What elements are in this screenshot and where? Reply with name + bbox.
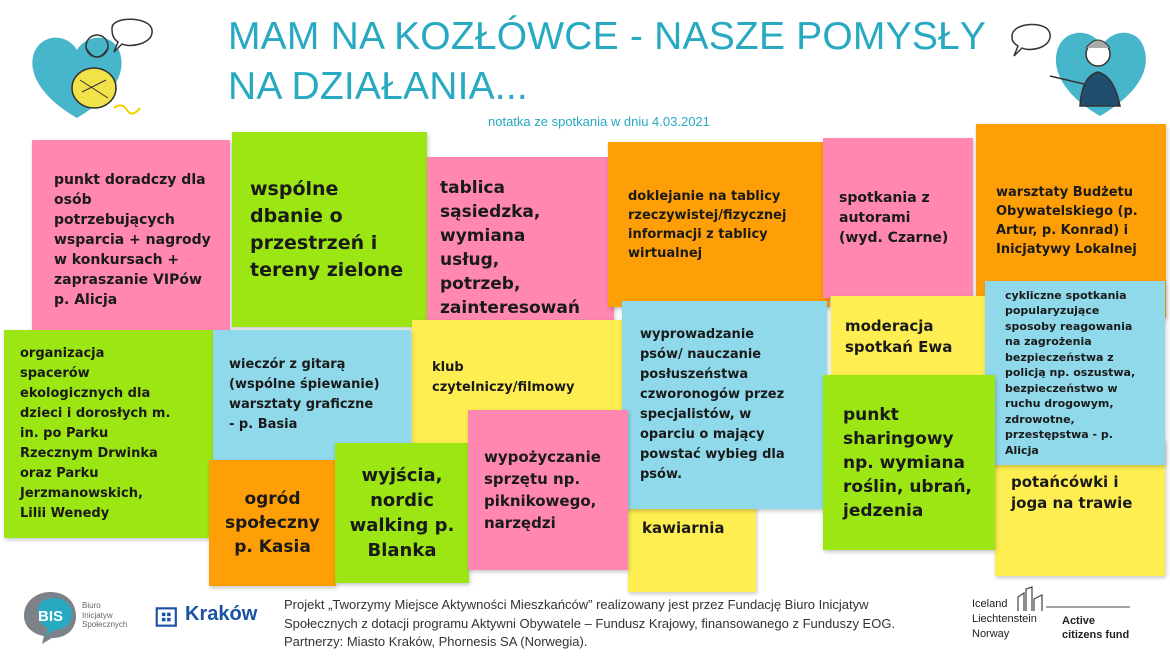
note-line: roślin, ubrań, bbox=[843, 476, 973, 497]
eea-countries bbox=[972, 597, 1037, 642]
note-line: p. Kasia bbox=[234, 537, 311, 557]
note-line: moderacja bbox=[845, 317, 934, 335]
eea-country: Norway bbox=[972, 628, 1010, 640]
note-line: wypożyczanie bbox=[484, 448, 601, 466]
note-line: sposoby reagowania bbox=[1005, 319, 1133, 333]
note-line: nordic bbox=[370, 490, 434, 511]
title-line-1: MAM NA KOZŁÓWCE - NASZE POMYSŁY bbox=[228, 15, 987, 58]
krakow-logo-mark bbox=[155, 604, 181, 630]
woman-with-speech-bubble-illustration bbox=[1010, 14, 1160, 124]
project-info bbox=[284, 596, 974, 652]
note-tablica-sasiedzka bbox=[427, 157, 614, 339]
note-line: czworonogów przez bbox=[640, 387, 785, 402]
note-line: Artur, p. Konrad) i bbox=[996, 223, 1129, 238]
note-line: psów. bbox=[640, 467, 683, 482]
note-line: p. Alicja bbox=[54, 292, 118, 308]
note-line: powstać wybieg dla bbox=[640, 447, 785, 462]
eea-country: Iceland bbox=[972, 598, 1008, 610]
note-wypozyczanie-sprzetu bbox=[468, 410, 628, 570]
note-line: - p. Basia bbox=[229, 417, 298, 432]
note-line: bezpieczeństwa z bbox=[1005, 350, 1114, 364]
note-line: zainteresowań bbox=[440, 298, 580, 318]
note-line: doklejanie na tablicy bbox=[628, 188, 781, 204]
note-line: potrzebujących bbox=[54, 212, 175, 228]
brand-line: Active bbox=[1062, 615, 1096, 627]
note-line: zdrowotne, bbox=[1005, 412, 1075, 426]
bis-line: Inicjatyw bbox=[82, 610, 113, 620]
note-line: Alicja bbox=[1005, 443, 1039, 457]
bis-line: Społecznych bbox=[82, 620, 128, 629]
note-line: wyprowadzanie bbox=[640, 327, 755, 342]
note-line: dbanie o bbox=[250, 204, 343, 227]
note-wieczor-z-gitara bbox=[213, 330, 411, 460]
note-cykliczne-spotkania bbox=[985, 281, 1165, 465]
note-line: wirtualnej bbox=[628, 245, 703, 261]
note-moderacja-spotkan bbox=[831, 296, 987, 378]
note-line: warsztaty Budżetu bbox=[996, 185, 1134, 200]
note-line: punkt doradczy dla bbox=[54, 172, 206, 188]
note-line: sharingowy bbox=[843, 428, 954, 449]
note-line: Rzecznym Drwinka bbox=[20, 446, 158, 461]
note-line: policją np. oszustwa, bbox=[1005, 366, 1136, 380]
note-line: Jerzmanowskich, bbox=[20, 486, 143, 501]
note-line: jedzenia bbox=[843, 500, 924, 521]
note-line: przestrzeń i bbox=[250, 231, 378, 254]
note-spotkania-z-autorami bbox=[823, 138, 973, 298]
brand-line: citizens fund bbox=[1062, 629, 1130, 641]
note-line: sąsiedzka, bbox=[440, 202, 541, 222]
krakow-logo-text: Kraków bbox=[185, 603, 258, 625]
note-line: popularyzujące bbox=[1005, 304, 1100, 318]
note-wspolne-dbanie bbox=[232, 132, 427, 327]
note-line: tereny zielone bbox=[250, 258, 404, 281]
note-line: usług, bbox=[440, 250, 500, 270]
note-line: punkt bbox=[843, 404, 899, 425]
note-line: autorami bbox=[839, 210, 911, 226]
note-line: dzieci i dorosłych m. bbox=[20, 406, 171, 421]
note-line: w konkursach + bbox=[54, 252, 180, 268]
note-line: rzeczywistej/fizycznej bbox=[628, 207, 787, 223]
note-wyprowadzanie-psow bbox=[622, 301, 827, 509]
note-line: kawiarnia bbox=[642, 519, 725, 537]
note-line: joga na trawie bbox=[1011, 494, 1133, 512]
note-line: zapraszanie VIPów bbox=[54, 272, 202, 288]
note-line: walking p. bbox=[349, 515, 455, 536]
note-line: Obywatelskiego (p. bbox=[996, 204, 1138, 219]
note-line: specjalistów, w bbox=[640, 407, 752, 422]
note-punkt-doradczy bbox=[32, 140, 230, 340]
note-line: posłuszeństwa bbox=[640, 367, 749, 382]
note-line: ogród bbox=[244, 489, 301, 509]
note-line: Lilii Wenedy bbox=[20, 506, 110, 521]
note-line: organizacja bbox=[20, 346, 105, 361]
note-line: społeczny bbox=[225, 513, 320, 533]
note-line: bezpieczeństwo w bbox=[1005, 381, 1118, 395]
note-line: spotkań Ewa bbox=[845, 338, 953, 356]
note-line: czytelniczy/filmowy bbox=[432, 380, 575, 395]
project-info-line: Społecznych z dotacji programu Aktywni Obywatele – Fundusz Krajowy, finansowanego z Funduszy EOG. bbox=[284, 615, 896, 631]
note-line: spotkania z bbox=[839, 190, 930, 206]
note-line: ekologicznych dla bbox=[20, 386, 151, 401]
page-title bbox=[228, 12, 988, 112]
man-with-speech-bubble-illustration bbox=[22, 18, 172, 128]
note-line: przestępstwa - p. bbox=[1005, 428, 1113, 442]
note-line: na zagrożenia bbox=[1005, 335, 1092, 349]
note-ogrod-spoleczny bbox=[209, 460, 336, 586]
note-line: warsztaty graficzne bbox=[229, 397, 374, 412]
active-citizens-fund bbox=[1062, 614, 1129, 642]
note-line: in. po Parku bbox=[20, 426, 109, 441]
note-organizacja-spacerow bbox=[4, 330, 214, 538]
meeting-subtitle: notatka ze spotkania w dniu 4.03.2021 bbox=[488, 114, 710, 129]
note-punkt-sharingowy bbox=[823, 375, 995, 550]
note-line: tablica bbox=[440, 178, 505, 198]
note-line: wymiana bbox=[440, 226, 526, 246]
note-line: wieczór z gitarą bbox=[229, 357, 346, 372]
bis-name bbox=[82, 601, 127, 630]
note-line: spacerów bbox=[20, 366, 90, 381]
bis-line: Biuro bbox=[82, 601, 101, 610]
note-line: wsparcia + nagrody bbox=[54, 232, 211, 248]
note-line: wyjścia, bbox=[361, 465, 443, 486]
note-line: oparciu o mający bbox=[640, 427, 765, 442]
title-line-2: NA DZIAŁANIA... bbox=[228, 65, 528, 108]
note-line: (wyd. Czarne) bbox=[839, 230, 949, 246]
note-line: informacji z tablicy bbox=[628, 226, 768, 242]
note-line: np. wymiana bbox=[843, 452, 966, 473]
note-line: klub bbox=[432, 360, 464, 375]
note-line: oraz Parku bbox=[20, 466, 99, 481]
note-line: Blanka bbox=[367, 540, 437, 561]
note-line: potańcówki i bbox=[1011, 473, 1119, 491]
note-line: piknikowego, bbox=[484, 492, 597, 510]
note-line: Inicjatywy Lokalnej bbox=[996, 242, 1137, 257]
note-line: narzędzi bbox=[484, 514, 556, 532]
note-line: cykliczne spotkania bbox=[1005, 288, 1127, 302]
note-doklejanie bbox=[608, 142, 830, 307]
note-line: sprzętu np. bbox=[484, 470, 581, 488]
note-line: psów/ nauczanie bbox=[640, 347, 762, 362]
note-line: potrzeb, bbox=[440, 274, 521, 294]
note-line: (wspólne śpiewanie) bbox=[229, 377, 380, 392]
note-line: osób bbox=[54, 192, 92, 208]
project-info-line: Projekt „Tworzymy Miejsce Aktywności Mieszkańców” realizowany jest przez Fundację Biuro Inicjatyw bbox=[284, 597, 869, 612]
project-info-line: Partnerzy: Miasto Kraków, Phornesis SA (Norwegia). bbox=[284, 634, 588, 649]
note-line: wspólne bbox=[250, 177, 339, 200]
bis-mark: BIS bbox=[38, 608, 64, 625]
eea-country: Liechtenstein bbox=[972, 613, 1037, 625]
note-line: ruchu drogowym, bbox=[1005, 397, 1114, 411]
note-wyjscia-nordic-walking bbox=[335, 443, 469, 583]
